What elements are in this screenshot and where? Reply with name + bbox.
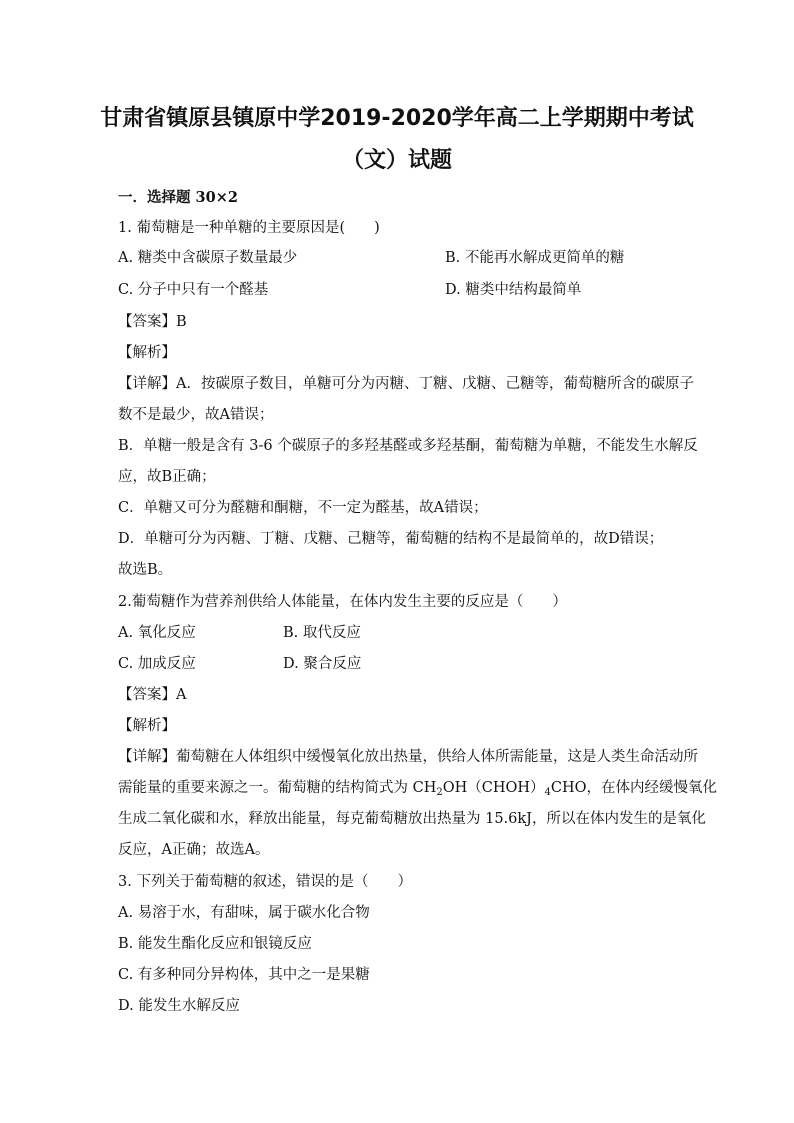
q2-detail-line-2 bbox=[118, 778, 717, 803]
q2-formula-subscript-1: 2 bbox=[436, 787, 443, 798]
q3-option-c: C. 有多种同分异构体，其中之一是果糖 bbox=[118, 967, 370, 983]
q1-option-c: C. 分子中只有一个醛基 bbox=[118, 282, 269, 298]
q1-detail-line-7: 故选B。 bbox=[118, 562, 173, 578]
q1-detail-line-6: D．单糖可分为丙糖、丁糖、戊糖、己糖等，葡萄糖的结构不是最简单的，故D错误； bbox=[118, 531, 664, 547]
q2-option-c: C. 加成反应 bbox=[118, 656, 196, 672]
q2-detail-line-2-part-b: OH（CHOH） bbox=[442, 780, 545, 796]
q1-detail-line-4: 应，故B正确； bbox=[118, 469, 216, 485]
q1-detail-line-1: 【详解】A．按碳原子数目，单糖可分为丙糖、丁糖、戊糖、己糖等，葡萄糖所含的碳原子 bbox=[118, 376, 694, 392]
q2-option-b: B. 取代反应 bbox=[283, 625, 361, 641]
q1-detail-line-2: 数不是最少，故A错误； bbox=[118, 407, 274, 423]
q2-stem: 2.葡萄糖作为营养剂供给人体能量，在体内发生主要的反应是（ ） bbox=[118, 594, 567, 610]
title-line-2: （文）试题 bbox=[341, 148, 452, 173]
q2-option-a: A. 氧化反应 bbox=[118, 625, 196, 641]
q2-detail-line-2-part-c: CHO，在体内经缓慢氧化 bbox=[550, 780, 718, 796]
q2-formula-subscript-2: 4 bbox=[544, 787, 551, 798]
q1-answer: 【答案】B bbox=[118, 314, 187, 330]
section-heading: 一．选择题 30×2 bbox=[118, 189, 238, 206]
q1-detail-line-3: B．单糖一般是含有 3-6 个碳原子的多羟基醛或多羟基酮，葡萄糖为单糖，不能发生水解反 bbox=[118, 438, 698, 454]
q2-option-d: D. 聚合反应 bbox=[283, 656, 362, 672]
q1-option-d: D. 糖类中结构最简单 bbox=[445, 282, 582, 298]
q2-answer: 【答案】A bbox=[118, 687, 187, 703]
q3-option-d: D. 能发生水解反应 bbox=[118, 998, 240, 1014]
q2-detail-line-2-part-a: 需能量的重要来源之一。葡萄糖的结构简式为 CH bbox=[118, 780, 437, 796]
q3-stem: 3. 下列关于葡萄糖的叙述，错误的是（ ） bbox=[118, 874, 412, 890]
q2-detail-line-3: 生成二氧化碳和水，释放出能量，每克葡萄糖放出热量为 15.6kJ，所以在体内发生的是氧化 bbox=[118, 811, 706, 827]
q1-detail-line-5: C．单糖又可分为醛糖和酮糖，不一定为醛基，故A错误； bbox=[118, 500, 488, 516]
q2-analysis-label: 【解析】 bbox=[118, 718, 176, 734]
q3-option-a: A. 易溶于水，有甜味，属于碳水化合物 bbox=[118, 905, 370, 921]
q3-option-b: B. 能发生酯化反应和银镜反应 bbox=[118, 936, 312, 952]
title-line-1: 甘肃省镇原县镇原中学2019-2020学年高二上学期期中考试 bbox=[100, 106, 694, 131]
q1-option-b: B. 不能再水解成更简单的糖 bbox=[445, 250, 625, 266]
q1-stem: 1. 葡萄糖是一种单糖的主要原因是( ) bbox=[118, 220, 380, 236]
q2-detail-line-1: 【详解】葡萄糖在人体组织中缓慢氧化放出热量，供给人体所需能量，这是人类生命活动所 bbox=[118, 749, 698, 765]
q2-detail-line-4: 反应，A正确；故选A。 bbox=[118, 842, 270, 858]
q1-option-a: A. 糖类中含碳原子数量最少 bbox=[118, 250, 298, 266]
q1-analysis-label: 【解析】 bbox=[118, 345, 176, 361]
